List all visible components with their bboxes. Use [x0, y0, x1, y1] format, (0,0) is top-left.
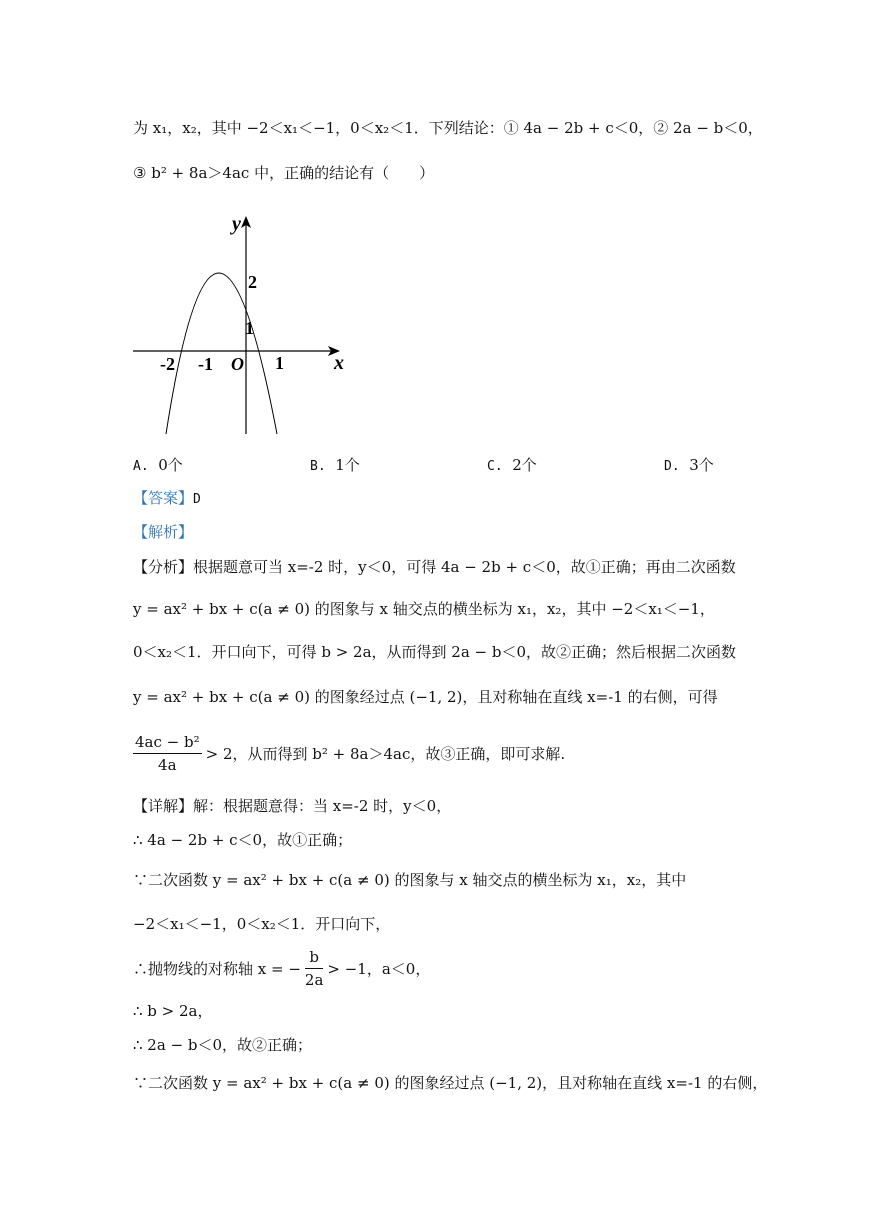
- y-axis-label: y: [232, 213, 241, 235]
- fraction-bar: [133, 753, 202, 754]
- axis-fraction-bar: [305, 968, 324, 969]
- option-d-letter: D.: [664, 459, 680, 474]
- detail-line-5-post: > −1，a＜0，: [327, 960, 431, 978]
- tick-label-x-1: 1: [275, 353, 284, 373]
- detail-line-7: ∴ 2a − b＜0，故②正确；: [133, 1036, 313, 1054]
- detail-line-5-pre: ∴抛物线的对称轴 x = −: [133, 960, 301, 978]
- tick-label-y-2: 2: [248, 272, 257, 292]
- option-c-letter: C.: [487, 459, 503, 474]
- detail-line-5: [133, 948, 430, 989]
- tick-label-x-neg2: -2: [160, 354, 175, 374]
- origin-label: O: [231, 354, 244, 374]
- option-a: [133, 454, 183, 475]
- fenxi-line-5: [133, 733, 565, 774]
- x-axis-label: x: [334, 352, 344, 374]
- option-b: [310, 454, 360, 475]
- option-a-letter: A.: [133, 459, 149, 474]
- option-c: [487, 454, 537, 475]
- question-line-1: 为 x₁，x₂，其中 −2＜x₁＜−1，0＜x₂＜1．下列结论：① 4a − 2b + c＜0，② 2a − b＜0，: [133, 119, 763, 137]
- tick-label-y-1: 1: [245, 318, 254, 338]
- option-b-letter: B.: [310, 459, 326, 474]
- fenxi-line-2: y = ax² + bx + c(a ≠ 0) 的图象与 x 轴交点的横坐标为 x₁，x₂，其中 −2＜x₁＜−1，: [133, 600, 715, 618]
- option-c-text: 2个: [512, 456, 537, 474]
- parabola-curve: [166, 273, 277, 434]
- fenxi-line-3: 0＜x₂＜1．开口向下，可得 b > 2a，从而得到 2a − b＜0，故②正确；然后根据二次函数: [133, 643, 737, 661]
- fenxi-line-1: 【分析】根据题意可当 x=-2 时，y＜0，可得 4a − 2b + c＜0，故①正确；再由二次函数: [133, 558, 736, 576]
- question-line-2: ③ b² + 8a＞4ac 中，正确的结论有（ ）: [133, 164, 435, 182]
- answer-tag: 【答案】: [133, 489, 194, 507]
- detail-line-8: ∵二次函数 y = ax² + bx + c(a ≠ 0) 的图象经过点 (−1, 2)，且对称轴在直线 x=-1 的右侧，: [133, 1074, 768, 1092]
- detail-line-4: −2＜x₁＜−1，0＜x₂＜1．开口向下，: [133, 915, 391, 933]
- option-b-text: 1个: [335, 456, 360, 474]
- detail-line-3: ∵二次函数 y = ax² + bx + c(a ≠ 0) 的图象与 x 轴交点的横坐标为 x₁，x₂，其中: [133, 871, 687, 889]
- axis-fraction-denominator: 2a: [304, 971, 324, 989]
- detail-line-2: ∴ 4a − 2b + c＜0，故①正确；: [133, 831, 353, 849]
- fraction-denominator: 4a: [158, 756, 177, 774]
- parabola-graph: [128, 210, 358, 442]
- tick-label-x-neg1: -1: [198, 354, 213, 374]
- axis-fraction: [305, 948, 324, 989]
- detail-line-1: 【详解】解：根据题意得：当 x=-2 时，y＜0，: [133, 797, 452, 815]
- fenxi-line-5-rest: > 2，从而得到 b² + 8a＞4ac，故③正确，即可求解.: [205, 745, 566, 763]
- option-d: [664, 454, 714, 475]
- axis-fraction-numerator: b: [309, 948, 319, 966]
- analysis-tag: 【解析】: [133, 523, 194, 541]
- option-d-text: 3个: [689, 456, 714, 474]
- option-a-text: 0个: [158, 456, 183, 474]
- detail-line-6: ∴ b > 2a，: [133, 1002, 213, 1020]
- answer-value: D: [193, 492, 201, 507]
- fraction: [133, 733, 202, 774]
- answer-line: [133, 487, 201, 508]
- fraction-numerator: 4ac − b²: [135, 733, 200, 751]
- fenxi-line-4: y = ax² + bx + c(a ≠ 0) 的图象经过点 (−1, 2)，且对称轴在直线 x=-1 的右侧，可得: [133, 688, 718, 706]
